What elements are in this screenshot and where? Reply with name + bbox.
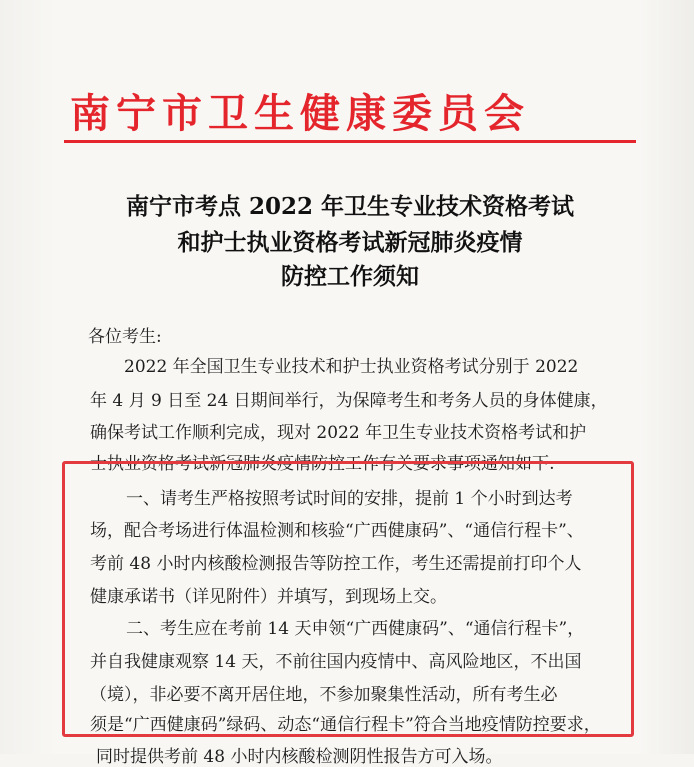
document-title-line-2: 和护士执业资格考试新冠肺炎疫情 <box>177 229 523 256</box>
salutation: 各位考生: <box>88 327 162 347</box>
document-title-line-3: 防控工作须知 <box>281 263 419 290</box>
intro-line-4: 士执业资格考试新冠肺炎疫情防控工作有关要求事项通知如下: <box>90 454 555 474</box>
document-title-line-1: 南宁市考点 2022 年卫生专业技术资格考试 <box>125 193 575 220</box>
item1-line-4: 健康承诺书（详见附件）并填写，到现场上交。 <box>90 587 447 607</box>
item2-line-1: 二、考生应在考前 14 天申领“广西健康码”、“通信行程卡”， <box>126 619 585 639</box>
cropped-bottom-line-region <box>0 736 694 767</box>
intro-line-3: 确保考试工作顺利完成，现对 2022 年卫生专业技术资格考试和护 <box>90 423 587 443</box>
organization-letterhead: 南宁市卫生健康委员会 <box>70 90 530 137</box>
letterhead-red-rule <box>64 140 636 143</box>
item2-line-3: （境），非必要不离开居住地，不参加聚集性活动，所有考生必 <box>90 685 558 705</box>
item1-line-2: 场，配合考场进行体温检测和核验“广西健康码”、“通信行程卡”、 <box>90 521 584 541</box>
item2-line-2: 并自我健康观察 14 天，不前往国内疫情中、高风险地区，不出国 <box>90 652 582 672</box>
item2-line-5: 同时提供考前 48 小时内核酸检测阴性报告方可入场。 <box>96 747 503 767</box>
item2-line-4: 须是“广西健康码”绿码、动态“通信行程卡”符合当地疫情防控要求， <box>90 715 601 735</box>
intro-line-2: 年 4 月 9 日至 24 日期间举行，为保障考生和考务人员的身体健康， <box>90 391 608 411</box>
item1-line-1: 一、请考生严格按照考试时间的安排，提前 1 个小时到达考 <box>126 489 573 509</box>
item1-line-3: 考前 48 小时内核酸检测报告等防控工作，考生还需提前打印个人 <box>90 554 582 574</box>
intro-line-1: 2022 年全国卫生专业技术和护士执业资格考试分别于 2022 <box>124 357 579 377</box>
